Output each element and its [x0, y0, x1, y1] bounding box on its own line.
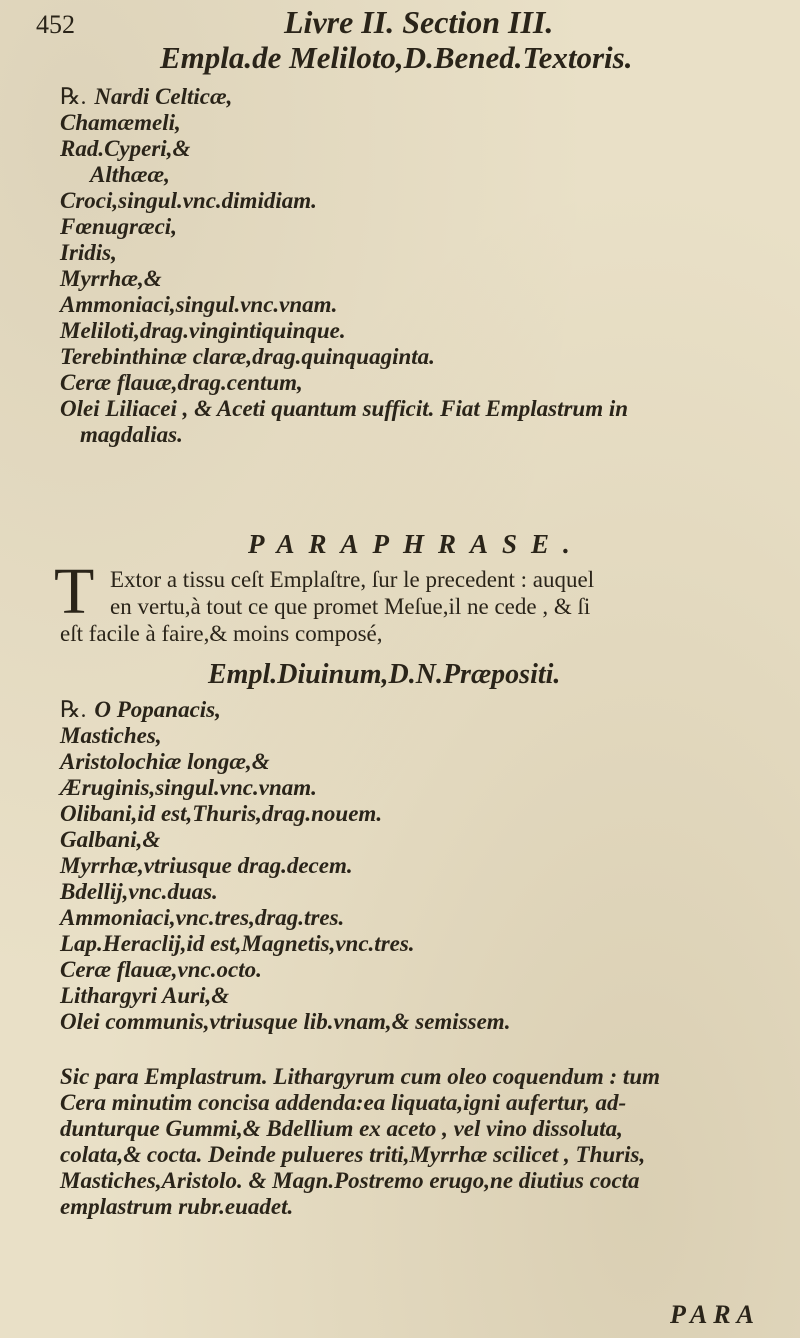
recipe-line: Althææ,	[90, 162, 170, 187]
recipe-line: Terebinthinæ claræ,drag.quinquaginta.	[60, 344, 435, 369]
preparation-instructions	[60, 1064, 780, 1220]
running-title: Livre II. Section III.	[284, 4, 554, 40]
subsection-title: Empl.Diuinum,D.N.Præpositi.	[208, 659, 561, 690]
recipe-line: Æruginis,singul.vnc.vnam.	[60, 775, 317, 800]
recipe-line: Olibani,id est,Thuris,drag.nouem.	[60, 801, 383, 826]
recipe-line: Mastiches,	[60, 723, 162, 748]
catchword: PARA	[670, 1300, 760, 1329]
recipe-line: Croci,singul.vnc.dimidiam.	[60, 188, 317, 213]
prose-line: dunturque Gummi,& Bdellium ex aceto , vel vino dissoluta,	[60, 1116, 623, 1141]
recipe-1-list	[60, 84, 628, 448]
recipe-line: Bdellij,vnc.duas.	[60, 879, 218, 904]
recipe-line: Olei communis,vtriusque lib.vnam,& semissem.	[60, 1009, 511, 1034]
recipe-line: Lithargyri Auri,&	[60, 983, 230, 1008]
recipe-line: Ceræ flauæ,drag.centum,	[60, 370, 303, 395]
prose-line: Mastiches,Aristolo. & Magn.Postremo erugo,ne diutius cocta	[60, 1168, 640, 1193]
recipe-line: Fœnugræci,	[60, 214, 177, 239]
prose-line: colata,& cocta. Deinde pulueres triti,Myrrhæ scilicet , Thuris,	[60, 1142, 646, 1167]
recipe-line: Myrrhæ,&	[60, 266, 162, 291]
drop-cap: T	[54, 555, 95, 628]
recipe-line: Aristolochiæ longæ,&	[60, 749, 270, 774]
recipe-2-list	[60, 697, 510, 1035]
recipe-line: Galbani,&	[60, 827, 161, 852]
recipe-line: Meliloti,drag.vingintiquinque.	[60, 318, 346, 343]
recipe-line: ℞. O Popanacis,	[60, 697, 221, 722]
recipe-line: ℞. Nardi Celticæ,	[60, 84, 233, 109]
recipe-line: Ammoniaci,singul.vnc.vnam.	[60, 292, 338, 317]
paraphrase-line: en vertu,à tout ce que promet Meſue,il ne cede , & ſi	[110, 594, 591, 619]
recipe-line: Lap.Heraclij,id est,Magnetis,vnc.tres.	[60, 931, 415, 956]
recipe-symbol: ℞.	[60, 84, 87, 109]
recipe-line: Iridis,	[60, 240, 117, 265]
paraphrase-title: PARAPHRASE.	[248, 529, 584, 559]
prose-line: emplastrum rubr.euadet.	[60, 1194, 294, 1219]
recipe-line: Myrrhæ,vtriusque drag.decem.	[60, 853, 353, 878]
section-title: Empla.de Meliloto,D.Bened.Textoris.	[160, 40, 633, 75]
prose-line: Sic para Emplastrum. Lithargyrum cum oleo coquendum : tum	[60, 1064, 660, 1089]
page-header	[36, 4, 780, 40]
paraphrase-body	[54, 555, 780, 647]
recipe-line: Ceræ flauæ,vnc.octo.	[60, 957, 262, 982]
page-number: 452	[36, 10, 75, 39]
recipe-line: Rad.Cyperi,&	[60, 136, 191, 161]
paraphrase-line: eſt facile à faire,& moins composé,	[60, 621, 383, 646]
recipe-line: Olei Liliacei , & Aceti quantum sufficit. Fiat Emplastrum in	[60, 396, 629, 421]
paraphrase-line: Extor a tissu ceſt Emplaſtre, ſur le precedent : auquel	[110, 567, 595, 592]
recipe-line: Chamæmeli,	[60, 110, 181, 135]
recipe-line: magdalias.	[80, 422, 183, 447]
prose-line: Cera minutim concisa addenda:ea liquata,igni aufertur, ad-	[60, 1090, 627, 1115]
recipe-line: Ammoniaci,vnc.tres,drag.tres.	[60, 905, 345, 930]
recipe-symbol: ℞.	[60, 697, 87, 722]
